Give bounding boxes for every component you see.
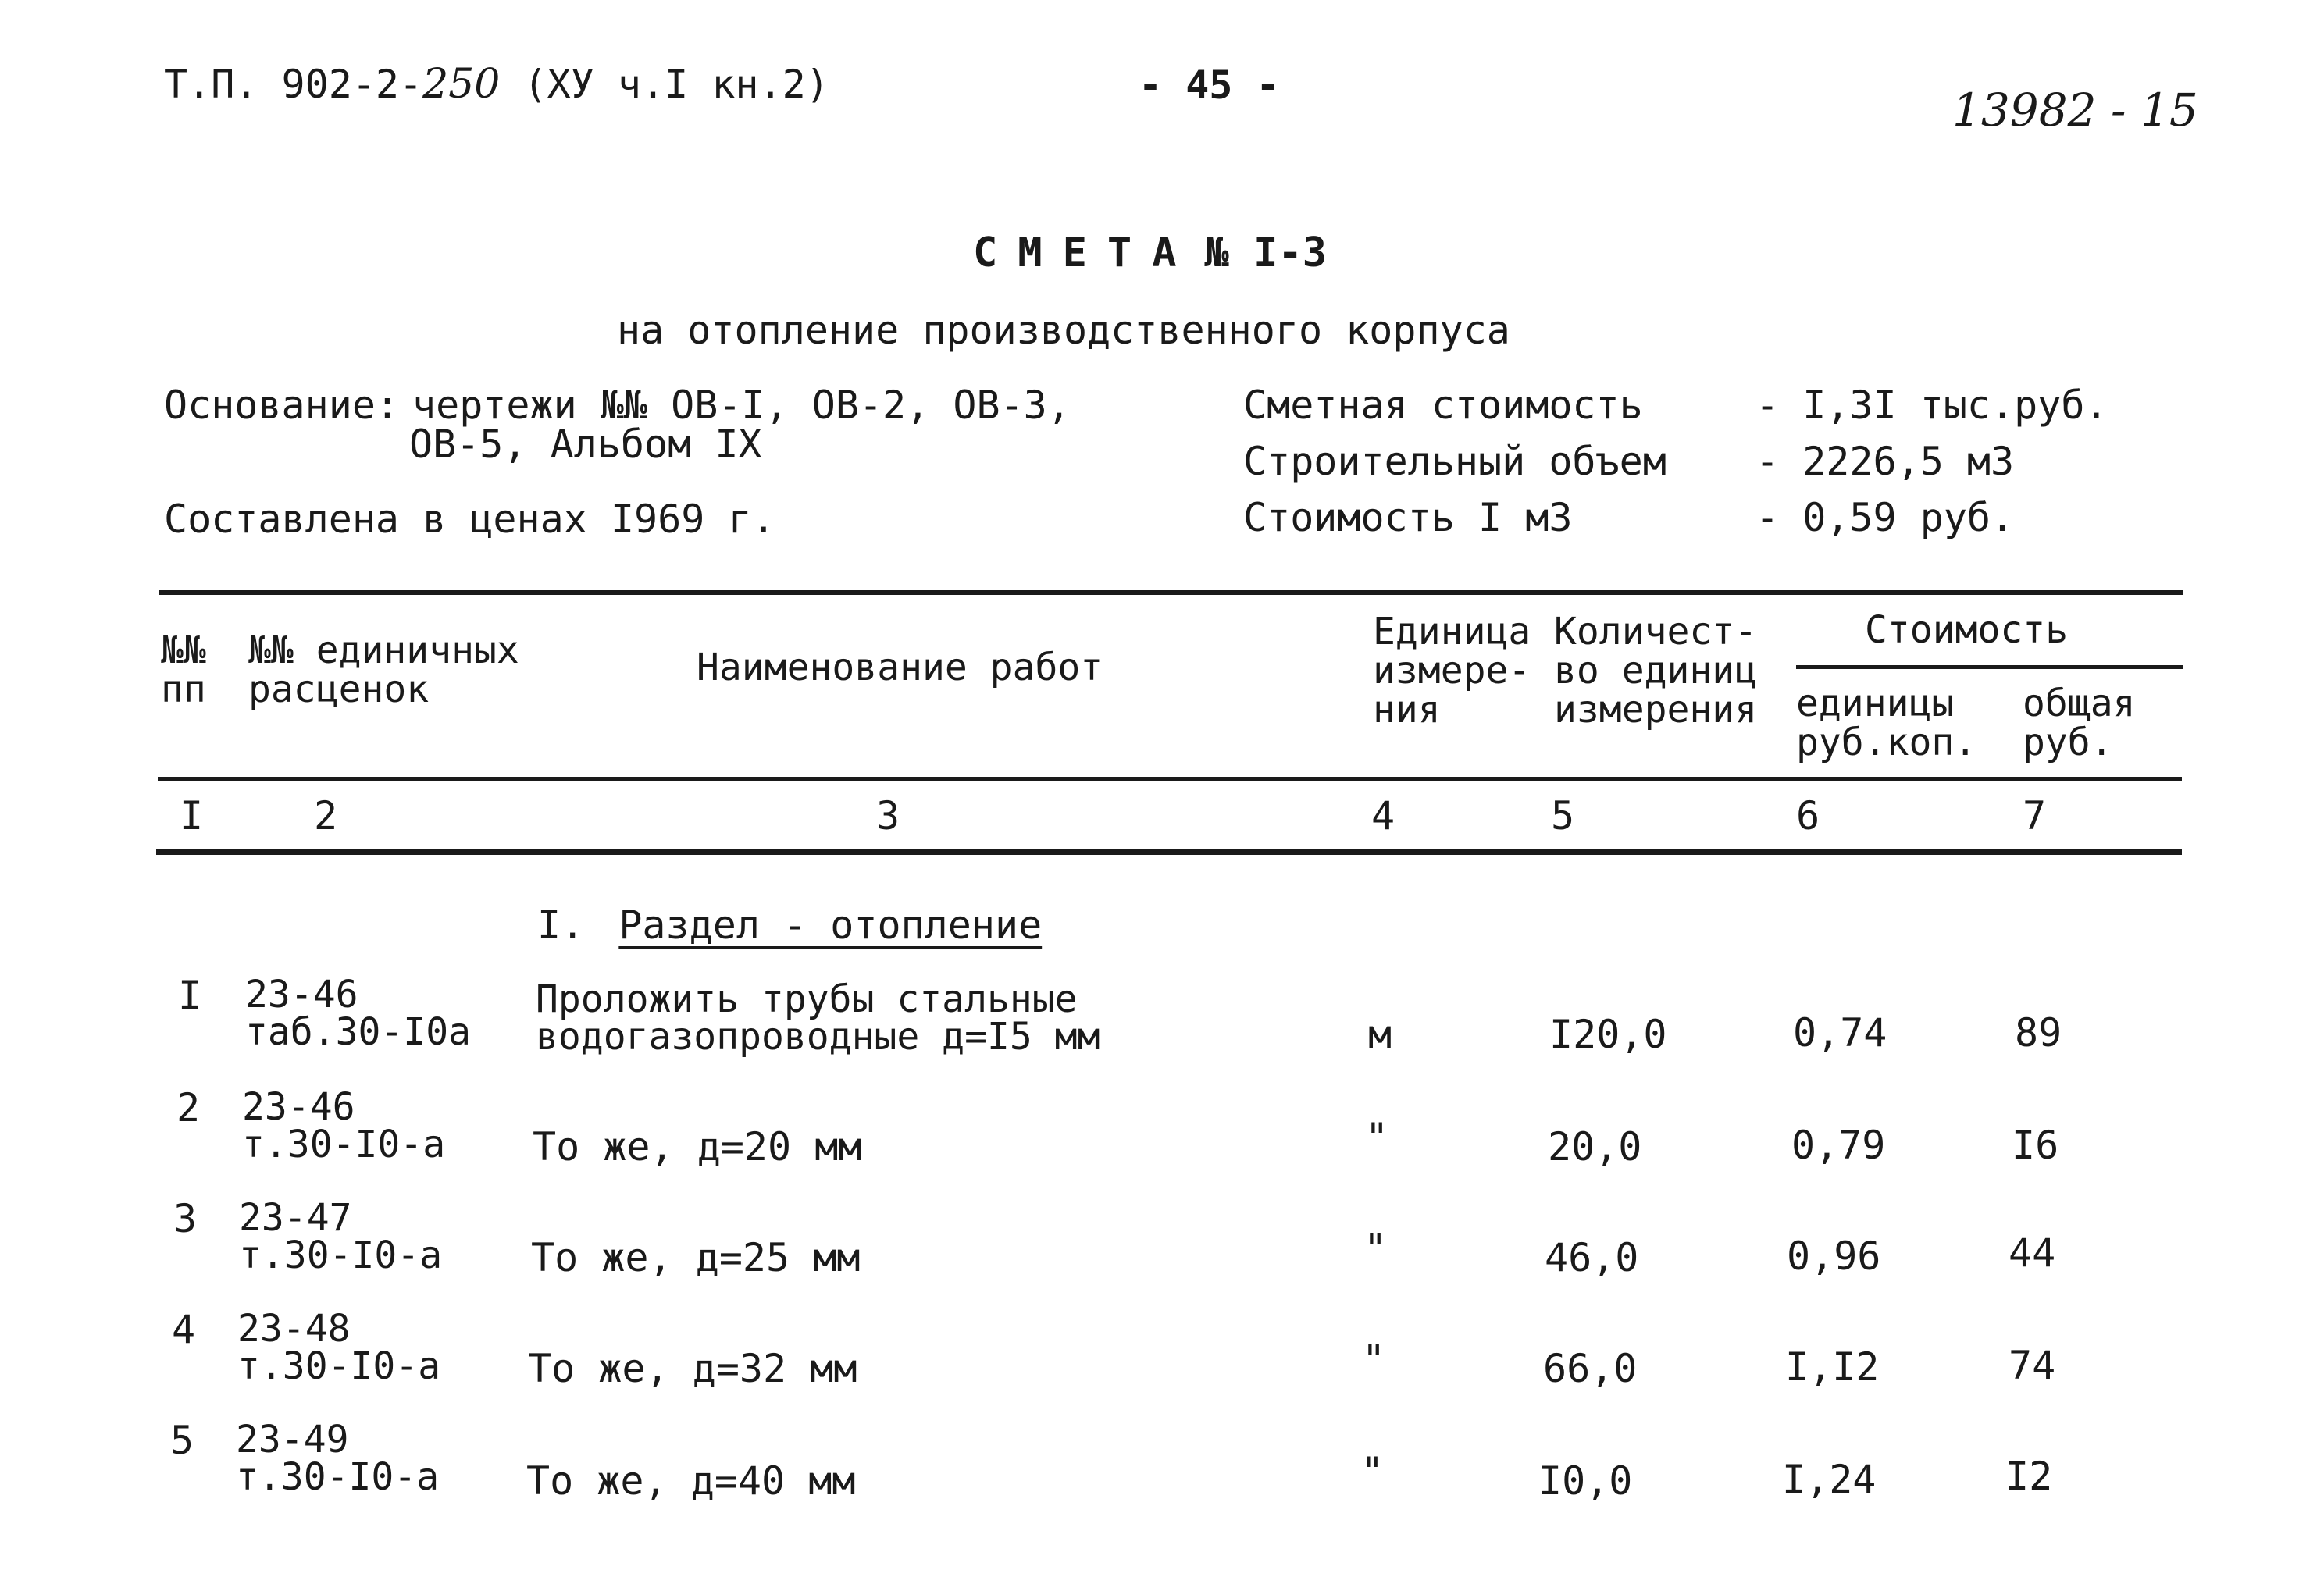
table-row [0,1418,2324,1507]
header-col-5-line-2: во единиц [1554,649,1758,692]
archive-stamp-number: 13982 - 15 [1952,84,2198,137]
table-row [0,1307,2324,1396]
cost-group-rule [1796,665,2183,669]
column-number-1: I [180,793,204,838]
header-col-2 [248,628,519,711]
title-number: № I-3 [1204,230,1328,276]
unit: " [1360,1449,1385,1494]
section-heading [537,902,1043,948]
rate-code-line-2: т.30-I0-а [239,1233,443,1277]
building-volume-label: Строительный объем [1243,439,1666,484]
quantity: I20,0 [1549,1012,1667,1057]
total-cost: 44 [2009,1230,2056,1276]
column-number-3: 3 [876,793,900,838]
document-code [164,61,829,108]
header-col-6-line-1: единицы [1796,682,1955,725]
total-cost: 89 [2015,1010,2062,1055]
unit: " [1362,1337,1386,1382]
column-number-4: 4 [1371,793,1395,838]
table-row [0,1085,2324,1174]
quantity: 66,0 [1543,1346,1638,1391]
building-volume-value: - 2226,5 м3 [1755,439,2015,484]
header-col-4-line-3: ния [1373,688,1441,732]
column-number-6: 6 [1796,793,1820,838]
unit-price: I,24 [1782,1457,1877,1502]
total-cost: I2 [2005,1454,2053,1499]
basis-line-2: ОВ-5, Альбом IX [409,422,762,467]
unit-price: I,I2 [1785,1344,1880,1390]
header-col-6-line-2: руб.коп. [1796,721,1977,764]
rate-code-line-1: 23-48 [237,1307,351,1351]
header-col-1-line-1: №№ [161,628,206,672]
header-cost-group: Стоимость [1865,608,2069,652]
unit: " [1365,1115,1389,1160]
header-col-3: Наименование работ [697,646,1103,689]
unit: м [1368,1012,1392,1057]
row-number: 5 [170,1418,194,1463]
column-number-5: 5 [1551,793,1575,838]
quantity: 20,0 [1548,1124,1642,1169]
table-top-rule [159,590,2183,595]
rate-code-line-1: 23-46 [242,1085,355,1129]
page-number: - 45 - [1139,62,1280,108]
header-col-4-line-1: Единица [1373,610,1531,653]
unit: " [1363,1226,1388,1271]
header-col-5-line-1: Количест- [1554,610,1758,653]
header-col-2-line-2: расценок [248,667,430,711]
unit-price: 0,79 [1791,1123,1886,1168]
rate-code [237,1307,441,1388]
column-number-2: 2 [314,793,338,838]
unit-cost-value: - 0,59 руб. [1755,495,2015,540]
basis-line-1: чертежи №№ ОВ-I, ОВ-2, ОВ-3, [412,383,1071,428]
header-col-2-line-1: №№ единичных [248,628,519,672]
rate-code [236,1418,440,1499]
work-name: То же, д=25 мм [531,1235,861,1280]
rate-code [245,973,471,1054]
document-subtitle: на отопление производственного корпуса [617,308,1510,353]
row-number: 3 [173,1196,198,1241]
header-col-5 [1554,610,1758,732]
header-col-4 [1373,610,1531,732]
header-col-6 [1796,684,1976,762]
section-number: I. [537,902,585,948]
header-col-7 [2023,684,2136,762]
header-col-1 [161,628,206,711]
rate-code-line-2: т.30-I0-а [236,1455,440,1499]
column-number-7: 7 [2023,793,2047,838]
total-cost: I6 [2012,1123,2059,1168]
column-numbers-bottom-rule [156,849,2182,855]
work-name: То же, д=20 мм [533,1124,862,1169]
rate-code-line-1: 23-46 [245,973,358,1016]
title-word: СМЕТА [973,230,1197,276]
header-col-5-line-3: измерения [1554,688,1758,732]
quantity: 46,0 [1545,1235,1639,1280]
basis-label: Основание: [164,383,400,428]
estimated-cost-label: Сметная стоимость [1243,383,1643,428]
row-number: 2 [176,1085,201,1130]
document-code-handwritten: 250 [422,61,501,108]
header-bottom-rule [158,777,2182,781]
document-title [973,230,1328,276]
header-col-7-line-1: общая [2023,682,2136,725]
row-number: I [178,973,202,1018]
header-col-1-line-2: пп [161,667,206,711]
rate-code [239,1196,443,1277]
work-name-line-1: Проложить трубы стальные [536,977,1078,1021]
work-name-line-2: водогазопроводные д=I5 мм [536,1015,1100,1059]
row-number: 4 [172,1307,196,1352]
quantity: I0,0 [1538,1458,1633,1504]
unit-price: 0,96 [1787,1233,1881,1279]
estimated-cost-value: - I,3I тыс.руб. [1755,383,2108,428]
work-name [536,977,1100,1059]
unit-cost-label: Стоимость I м3 [1243,495,1573,540]
document-code-prefix: Т.П. 902-2- [164,62,423,107]
price-level: Составлена в ценах I969 г. [164,497,775,542]
rate-code-line-2: т.30-I0-а [242,1123,446,1166]
header-col-4-line-2: измере- [1373,649,1531,692]
rate-code-line-1: 23-49 [236,1418,349,1461]
rate-code-line-1: 23-47 [239,1196,352,1240]
header-col-7-line-2: руб. [2023,721,2113,764]
rate-code [242,1085,446,1166]
work-name: То же, д=40 мм [526,1458,856,1504]
table-row [0,1196,2324,1285]
table-row [0,973,2324,1062]
rate-code-line-2: т.30-I0-а [237,1344,441,1388]
unit-price: 0,74 [1793,1010,1887,1055]
rate-code-line-2: таб.30-I0а [245,1010,471,1054]
section-title: Раздел - отопление [618,902,1043,948]
total-cost: 74 [2009,1343,2056,1388]
document-code-suffix: (ХУ ч.I кн.2) [500,62,829,107]
work-name: То же, д=32 мм [528,1346,857,1391]
